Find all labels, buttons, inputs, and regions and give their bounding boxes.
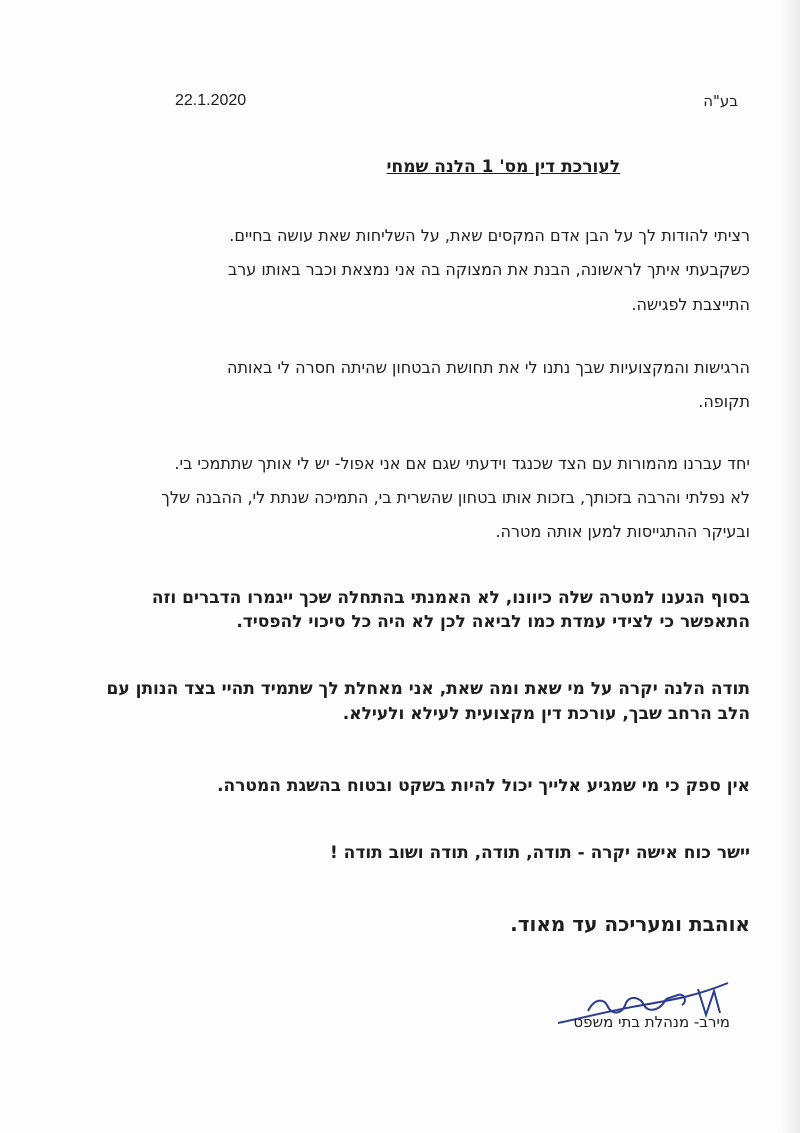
paragraph-1-line-1: רציתי להודות לך על הבן אדם המקסים שאת, על השליחות שאת עושה בחיים. bbox=[229, 226, 750, 245]
paragraph-2-line-1: הרגישות והמקצועיות שבך נתנו לי את תחושת הבטחון שהיתה חסרה לי באותה bbox=[227, 358, 750, 377]
signature-caption: מירב- מנהלת בתי משפט bbox=[573, 1013, 730, 1031]
letter-date: 22.1.2020 bbox=[175, 92, 247, 109]
paragraph-7-line-1: יישר כוח אישה יקרה - תודה, תודה, תודה ושוב תודה ! bbox=[330, 843, 750, 863]
paragraph-1-line-2: כשקבעתי איתך לראשונה, הבנת את המצוקה בה אני נמצאת וכבר באותו ערב bbox=[227, 260, 750, 279]
paragraph-6-line-1: אין ספק כי מי שמגיע אלייך יכול להיות בשקט ובטוח בהשגת המטרה. bbox=[217, 776, 750, 796]
paragraph-4-line-1: בסוף הגענו למטרה שלה כיוונו, לא האמנתי בהתחלה שכך ייגמרו הדברים וזה bbox=[151, 588, 750, 608]
scan-edge-shadow bbox=[778, 0, 800, 1133]
paragraph-3-line-2: לא נפלתי והרבה בזכותך, בזכות אותו בטחון שהשרית בי, התמיכה שנתת לי, ההבנה שלך bbox=[161, 488, 750, 507]
letter-bh-mark: בע"ה bbox=[703, 92, 738, 110]
paragraph-2-line-2: תקופה. bbox=[698, 392, 750, 411]
closing-line: אוהבת ומעריכה עד מאוד. bbox=[510, 912, 750, 936]
paragraph-5-line-2: הלב הרחב שבך, עורכת דין מקצועית לעילא ולעילא. bbox=[342, 704, 750, 724]
paragraph-3-line-1: יחד עברנו מהמורות עם הצד שכנגד וידעתי שגם אם אני אפול- יש לי אותך שתתמכי בי. bbox=[174, 454, 750, 473]
paragraph-4-line-2: התאפשר כי לצידי עמדת כמו לביאה לכן לא היה כל סיכוי להפסיד. bbox=[236, 612, 750, 632]
paragraph-1-line-3: התייצבת לפגישה. bbox=[631, 295, 750, 314]
paragraph-5-line-1: תודה הלנה יקרה על מי שאת ומה שאת, אני מאחלת לך שתמיד תהיי בצד הנותן עם bbox=[106, 679, 750, 699]
letter-title: לעורכת דין מס' 1 הלנה שמחי bbox=[386, 157, 620, 177]
paragraph-3-line-3: ובעיקר ההתגייסות למען אותה מטרה. bbox=[495, 522, 750, 541]
